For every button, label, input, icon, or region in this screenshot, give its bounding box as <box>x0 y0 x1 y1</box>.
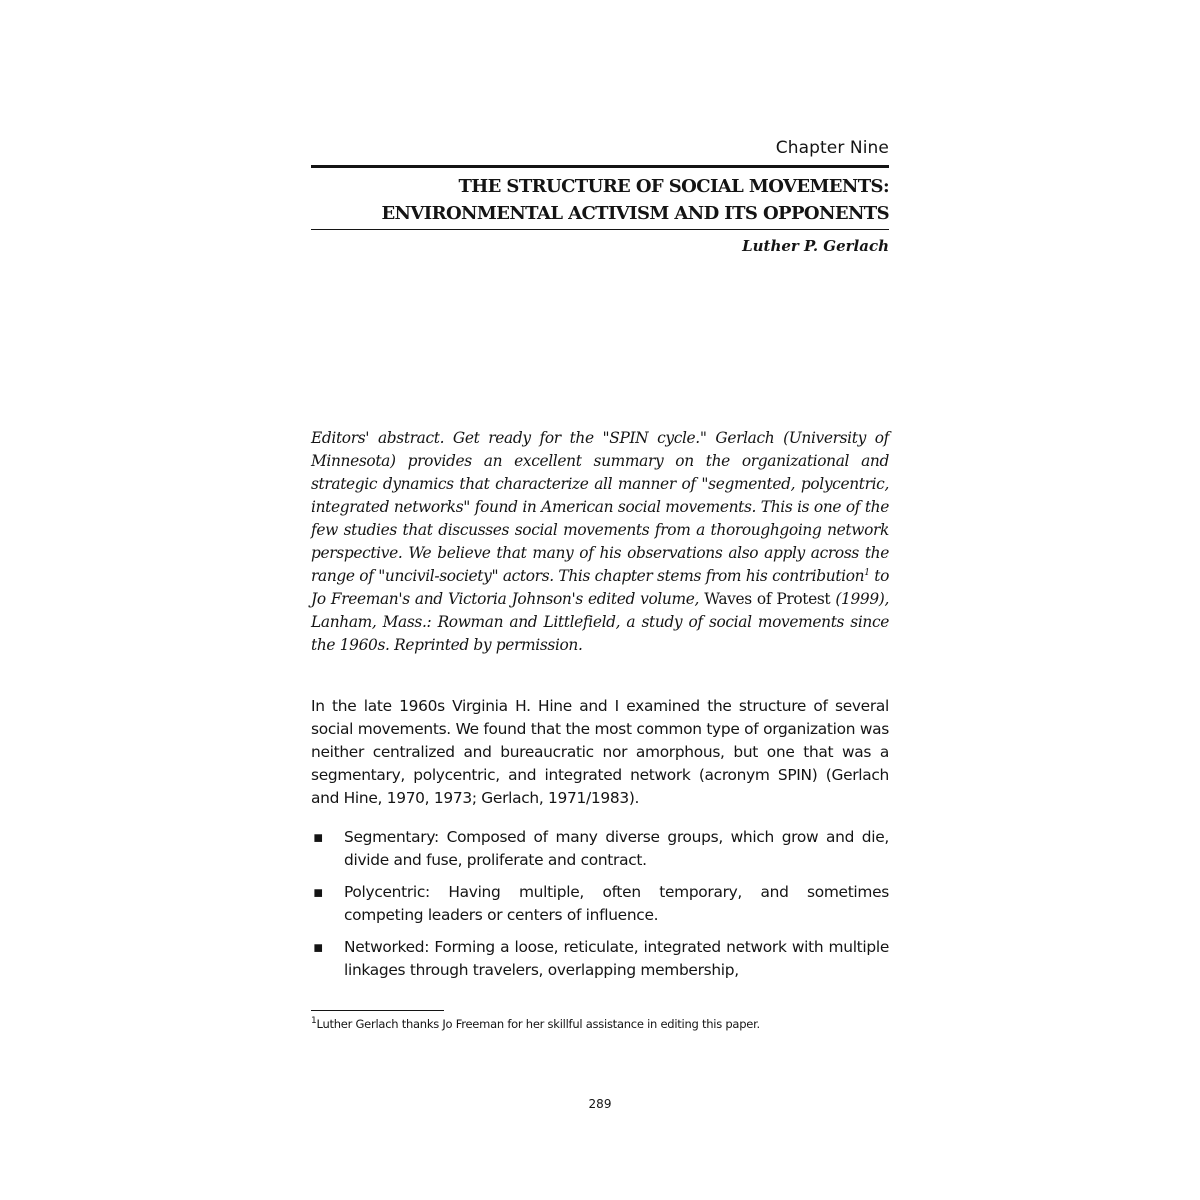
list-item-text: Polycentric: Having multiple, often temporary, and sometimes competing leaders or centers of influence. <box>344 883 889 924</box>
chapter-title-line-2: ENVIRONMENTAL ACTIVISM AND ITS OPPONENTS <box>381 203 889 224</box>
book-title: Waves of Protest <box>704 590 831 608</box>
abstract-text-part-2: to Jo Freeman's and Victoria Johnson's edited volume, <box>311 567 889 608</box>
page-number: 289 <box>588 1097 612 1111</box>
list-item <box>311 936 889 982</box>
list-item <box>311 826 889 872</box>
list-item <box>311 881 889 927</box>
author-name: Luther P. Gerlach <box>742 237 889 255</box>
bullet-icon: ▪ <box>313 938 324 956</box>
title-top-rule <box>311 165 889 168</box>
footnote-reference-marker: 1 <box>864 567 870 578</box>
title-bottom-rule <box>311 229 889 230</box>
body-paragraph: In the late 1960s Virginia H. Hine and I examined the structure of several social movements. We found that the most common type of organization was neither centralized and bureaucratic nor amorphous, but one that was a segmentary, polycentric, and integrated network (acronym SPIN) (Gerlach and Hine, 1970, 1973; Gerlach, 1971/1983). <box>311 697 889 807</box>
footnote-separator <box>311 1010 444 1011</box>
chapter-title-line-1: THE STRUCTURE OF SOCIAL MOVEMENTS: <box>458 176 889 197</box>
chapter-title <box>311 173 889 227</box>
spin-characteristics-list <box>311 826 889 991</box>
book-page <box>311 0 889 1200</box>
list-item-text: Networked: Forming a loose, reticulate, integrated network with multiple linkages through travelers, overlapping membership, <box>344 938 889 979</box>
footnote <box>311 1016 889 1032</box>
bullet-icon: ▪ <box>313 883 324 901</box>
bullet-icon: ▪ <box>313 828 324 846</box>
editors-abstract <box>311 427 889 657</box>
list-item-text: Segmentary: Composed of many diverse groups, which grow and die, divide and fuse, proliferate and contract. <box>344 828 889 869</box>
footnote-text: Luther Gerlach thanks Jo Freeman for her skillful assistance in editing this paper. <box>316 1017 760 1031</box>
chapter-label: Chapter Nine <box>775 138 889 158</box>
abstract-text-part-3: (1999), Lanham, Mass.: Rowman and Littlefield, a study of social movements since the 1960s. Reprinted by permission. <box>311 590 890 654</box>
footnote-marker: 1 <box>311 1016 317 1027</box>
abstract-text-part-1: Editors' abstract. Get ready for the "SPIN cycle." Gerlach (University of Minnesota) provides an excellent summary on the organizational and strategic dynamics that characterize all manner of "segmented, polycentric, integrated networks" found in American social movements. This is one of the few studies that discusses social movements from a thoroughgoing network perspective. We believe that many of his observations also apply across the range of "uncivil-society" actors. This chapter stems from his contribution <box>311 429 889 585</box>
